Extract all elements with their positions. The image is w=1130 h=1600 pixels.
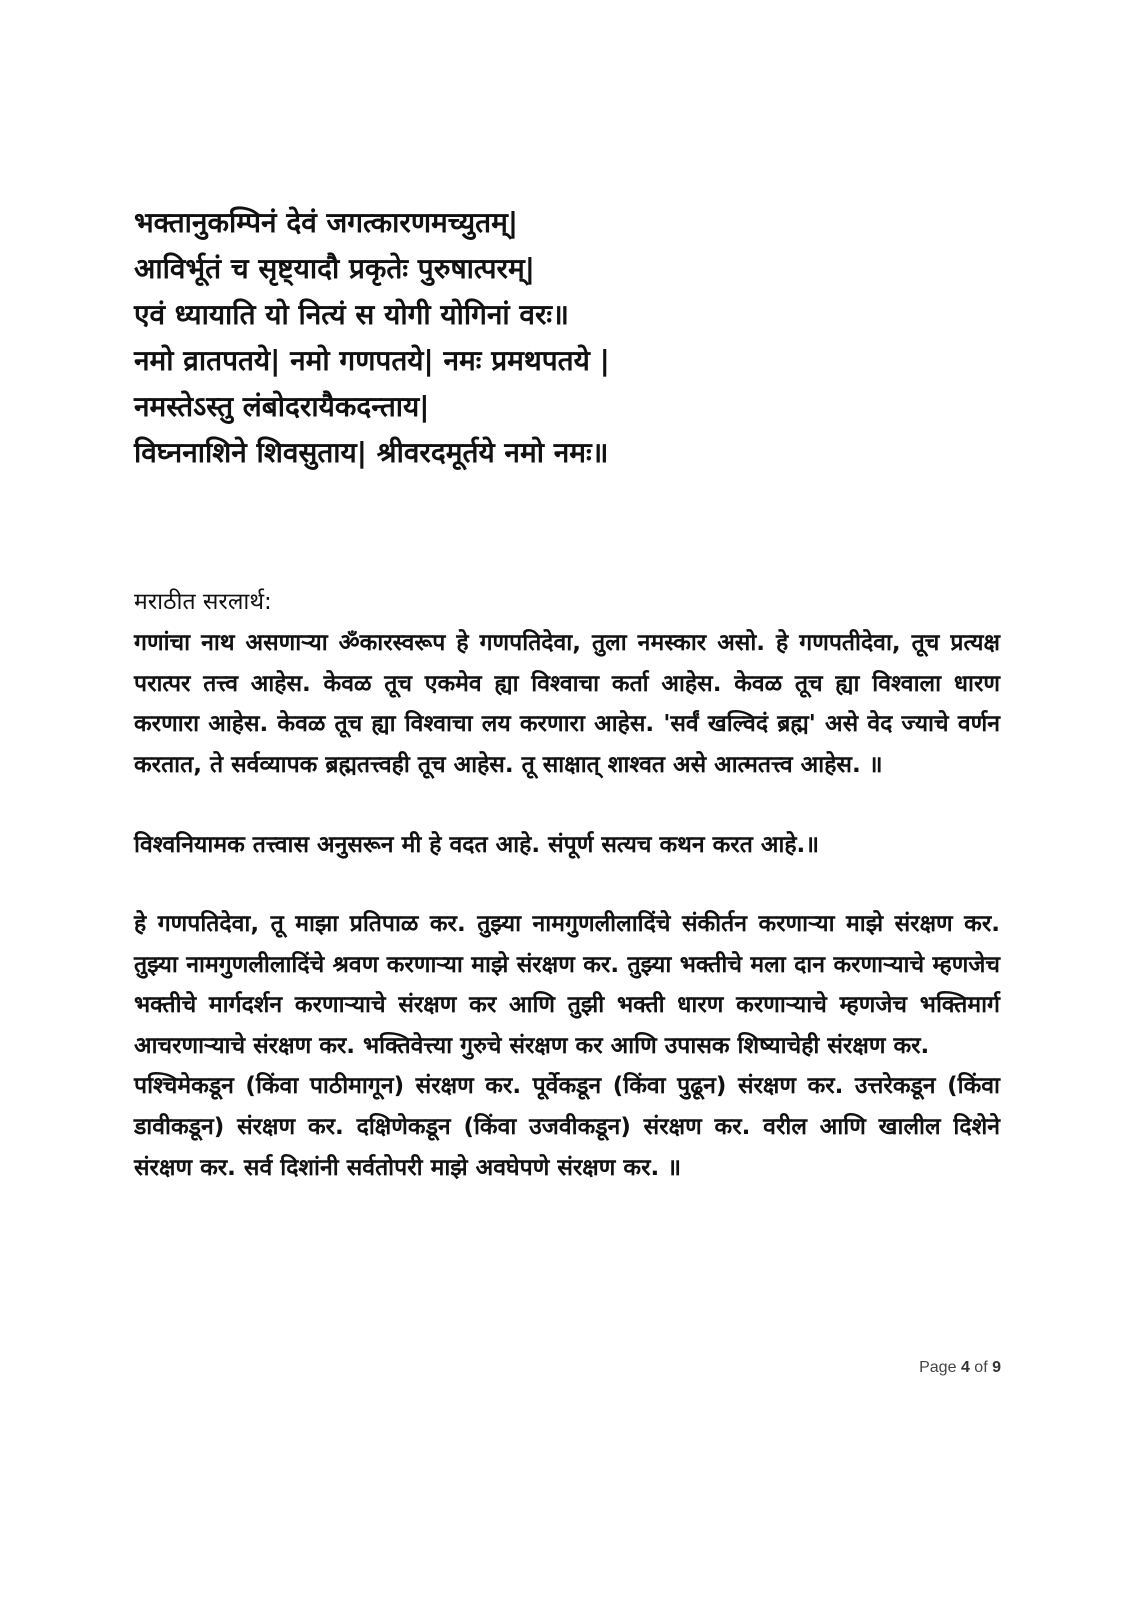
meaning-paragraph-3: हे गणपतिदेवा, तू माझा प्रतिपाळ कर. तुझ्या नामगुणलीलादिंचे संकीर्तन करणाऱ्या माझे संरक्षण कर. तुझ्या नामगुणलीलादिंचे श्रवण करणाऱ्या माझे संरक्षण कर. तुझ्या भक्तीचे मला दान करणाऱ्याचे म्हणजेच भक्तीचे मार्गदर्शन करणाऱ्याचे संरक्षण कर आणि तुझी भक्ती धारण करणाऱ्याचे म्हणजेच भक्तिमार्ग आचरणाऱ्याचे संरक्षण कर. भक्तिवेत्त्या गुरुचे संरक्षण कर आणि उपासक शिष्याचेही संरक्षण कर. (134, 910, 1001, 1059)
verse-line: विघ्ननाशिने शिवसुताय| श्रीवरदमूर्तये नमो नमः॥ (134, 436, 609, 469)
page-label: Page (919, 1359, 957, 1376)
verse-line: नमो व्रातपतये| नमो गणपतये| नमः प्रमथपतये | (134, 344, 610, 377)
meaning-paragraph-2: विश्वनियामक तत्त्वास अनुसरून मी हे वदत आहे. संपूर्ण सत्यच कथन करत आहे.॥ (134, 832, 820, 859)
verse-line: एवं ध्यायाति यो नित्यं स योगी योगिनां वरः॥ (134, 298, 569, 331)
meaning-paragraph-4: पश्चिमेकडून (किंवा पाठीमागून) संरक्षण कर. पूर्वेकडून (किंवा पुढून) संरक्षण कर. उत्तरेकडून (किंवा डावीकडून) संरक्षण कर. दक्षिणेकडून (किंवा उजवीकडून) संरक्षण कर. वरील आणि खालील दिशेने संरक्षण कर. सर्व दिशांनी सर्वतोपरी माझे अवघेपणे संरक्षण कर. ॥ (134, 1073, 1000, 1181)
current-page-number: 4 (960, 1359, 970, 1376)
sanskrit-verse (134, 200, 1014, 476)
total-pages-number: 9 (992, 1359, 1001, 1376)
verse-line: भक्तानुकम्पिनं देवं जगत्कारणमच्युतम्| (134, 206, 519, 239)
of-label: of (974, 1359, 988, 1376)
meaning-paragraph-1: गणांचा नाथ असणाऱ्या ॐकारस्वरूप हे गणपतिदेवा, तुला नमस्कार असो. हे गणपतीदेवा, तूच प्रत्यक्ष परात्पर तत्त्व आहेस. केवळ तूच एकमेव ह्या विश्वाचा कर्ता आहेस. केवळ तूच ह्या विश्वाला धारण करणारा आहेस. केवळ तूच ह्या विश्वाचा लय करणारा आहेस. 'सर्वं खल्विदं ब्रह्म' असे वेद ज्याचे वर्णन करतात, ते सर्वव्यापक ब्रह्मतत्त्वही तूच आहेस. तू साक्षात् शाश्वत असे आत्मतत्त्व आहेस. ॥ (134, 630, 1000, 778)
meaning-heading: मराठीत सरलार्थ: (134, 589, 272, 615)
verse-line: नमस्तेऽस्तु लंबोदरायैकदन्ताय| (134, 390, 430, 423)
verse-line: आविर्भूतं च सृष्ट्यादौ प्रकृतेः पुरुषात्परम्| (134, 252, 535, 285)
marathi-meaning (134, 583, 1000, 1188)
page-number-footer (919, 1359, 1001, 1377)
